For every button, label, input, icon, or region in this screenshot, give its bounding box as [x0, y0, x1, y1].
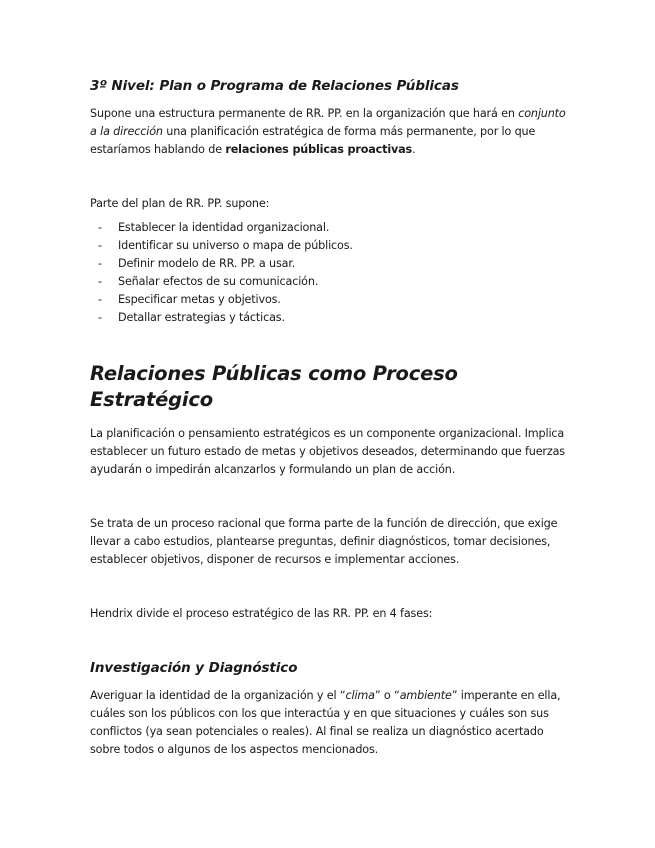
list-item-text: Detallar estrategias y tácticas. — [118, 311, 285, 324]
text-segment: ” imperante en ella, cuáles son los públicos con los que interactúa y en que situaciones y cuáles son sus conflictos (ya sean potenciales o reales). Al final se realiza un diagnóstico acertado sobre todos o algunos de los aspectos mencionados. — [90, 689, 561, 756]
dash-bullet: - — [98, 239, 102, 252]
section-heading-proceso-estrategico: Relaciones Públicas como Proceso Estratégico — [90, 362, 458, 411]
italic-text: clima — [345, 689, 375, 702]
dash-bullet: - — [98, 257, 102, 270]
document-page — [90, 76, 570, 759]
paragraph-averiguar-identidad — [90, 687, 570, 759]
list-item — [90, 237, 570, 255]
section-heading-plan-programa: 3º Nivel: Plan o Programa de Relaciones Públicas — [90, 78, 459, 94]
text-segment: Averiguar la identidad de la organización y el “ — [90, 689, 346, 702]
text-segment: una planificación estratégica de forma más permanente, por lo que estaríamos hablando de — [90, 125, 536, 156]
dash-bullet: - — [98, 221, 102, 234]
list-item-text: Señalar efectos de su comunicación. — [118, 275, 319, 288]
paragraph-hendrix: Hendrix divide el proceso estratégico de las RR. PP. en 4 fases: — [90, 607, 433, 620]
list-item-text: Especificar metas y objetivos. — [118, 293, 281, 306]
list-item — [90, 273, 570, 291]
list-item — [90, 291, 570, 309]
italic-text: conjunto a la dirección — [90, 107, 566, 138]
bold-text: relaciones públicas proactivas — [225, 143, 413, 156]
list-item-text: Identificar su universo o mapa de públicos. — [118, 239, 353, 252]
list-item-text: Establecer la identidad organizacional. — [118, 221, 330, 234]
italic-text: ambiente — [399, 689, 452, 702]
list-intro: Parte del plan de RR. PP. supone: — [90, 197, 270, 210]
text-segment: ” o “ — [374, 689, 400, 702]
plan-list — [90, 219, 570, 327]
list-item — [90, 219, 570, 237]
paragraph-planificacion: La planificación o pensamiento estratégicos es un componente organizacional. Implica establecer un futuro estado de metas y objetivos deseados, determinando que fuerzas ayudarán o impedirán alcanzarlos y formulando un plan de acción. — [90, 427, 565, 476]
text-segment: . — [412, 143, 416, 156]
list-item-text: Definir modelo de RR. PP. a usar. — [118, 257, 296, 270]
dash-bullet: - — [98, 293, 102, 306]
paragraph-proceso-racional: Se trata de un proceso racional que forma parte de la función de dirección, que exige llevar a cabo estudios, plantearse preguntas, definir diagnósticos, tomar decisiones, establecer objetivos, disponer de recursos e implementar acciones. — [90, 517, 558, 566]
dash-bullet: - — [98, 311, 102, 324]
paragraph-estructura-permanente — [90, 105, 570, 159]
list-item — [90, 309, 570, 327]
list-item — [90, 255, 570, 273]
dash-bullet: - — [98, 275, 102, 288]
text-segment: Supone una estructura permanente de RR. PP. en la organización que hará en — [90, 107, 519, 120]
section-heading-investigacion: Investigación y Diagnóstico — [90, 660, 298, 676]
